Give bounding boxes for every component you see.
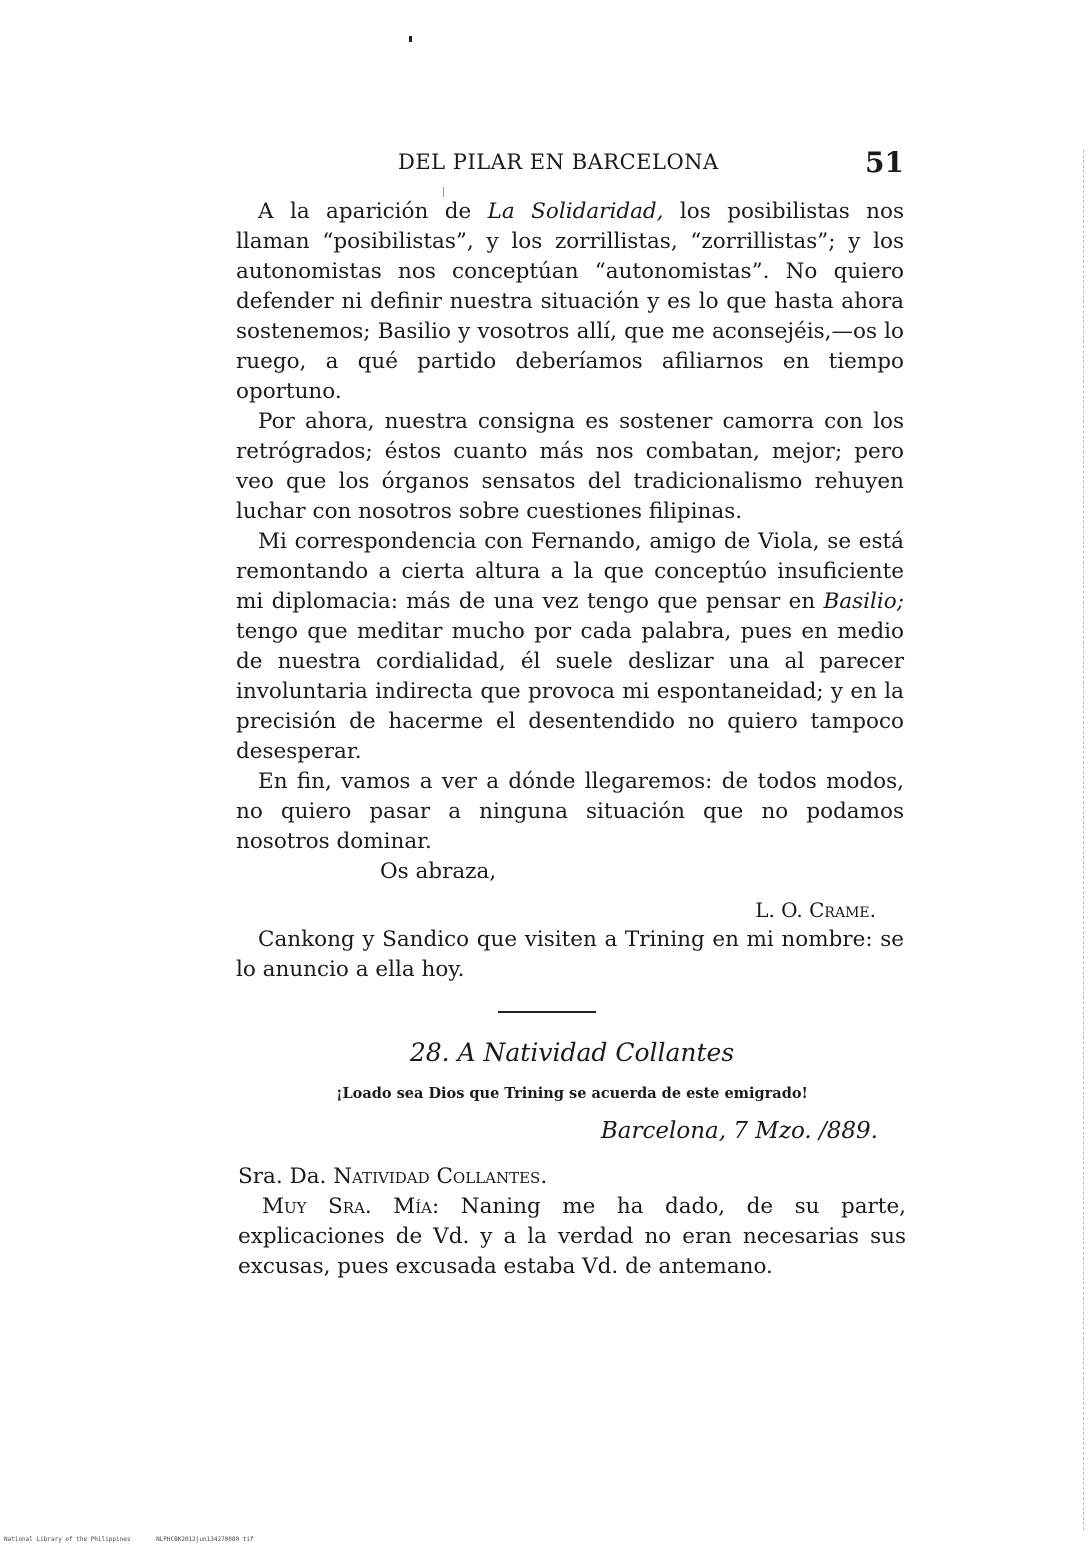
paragraph: Mi correspondencia con Fernando, amigo de Viola, se está remontando a cierta altura a la que conceptúo insuficiente mi diplomacia: más de una vez tengo que pensar en Basilio; tengo que meditar mucho por cada palabra, pues en medio de nuestra cordialidad, él suele deslizar una al parecer involuntaria indirecta que provoca mi espontaneidad; y en la precisión de hacerme el desentendido no quiero tampoco desesperar. <box>236 529 904 764</box>
second-letter <box>238 1162 906 1282</box>
postscript: Cankong y Sandico que visiten a Trining en mi nombre: se lo anuncio a ella hoy. <box>236 927 904 982</box>
signature-initials: L. O. <box>755 898 803 922</box>
paragraph: Muy Sra. Mía: Naning me ha dado, de su parte, explicaciones de Vd. y a la verdad no eran necesarias sus excusas, pues excusada estaba Vd. de antemano. <box>238 1194 907 1279</box>
newspaper-title: La Solidaridad, <box>487 199 664 224</box>
paragraph: A la aparición de La Solidaridad, los posibilistas nos llaman “posibilistas”, y los zorrillistas, “zorrillistas”; y los autonomistas nos conceptúan “autonomistas”. No quiero defender ni definir nuestra situación y es lo que hasta ahora sostenemos; Basilio y vosotros allí, que me aconsejéis,—os lo ruego, a qué partido deberíamos afiliarnos en tiempo oportuno. <box>236 199 904 404</box>
page-header <box>238 146 908 186</box>
paragraph: Por ahora, nuestra consigna es sostener camorra con los retrógrados; éstos cuanto más nos combatan, mejor; pero veo que los órganos sensatos del tradicionalismo rehuyen luchar con nosotros sobre cuestiones filipinas. <box>236 409 904 524</box>
scan-mark <box>443 187 444 197</box>
italic-name: Basilio; <box>823 589 904 614</box>
running-title: DEL PILAR EN BARCELONA <box>398 150 719 174</box>
dateline: Barcelona, 7 Mzo. /889. <box>600 1118 878 1144</box>
closing-line: Os abraza, <box>380 859 497 884</box>
section-heading: 28. A Natividad Collantes <box>409 1038 735 1067</box>
page-number: 51 <box>865 146 904 179</box>
signature <box>236 895 876 925</box>
paragraph: En fin, vamos a ver a dónde llegaremos: de todos modos, no quiero pasar a ninguna situación que no podamos nosotros dominar. <box>236 769 904 854</box>
section-divider <box>498 1011 596 1013</box>
scan-footer <box>4 1536 404 1543</box>
letter-body <box>236 197 904 985</box>
salutation: Muy Sra. Mía: <box>262 1194 440 1219</box>
addressee-name: Natividad Collantes. <box>333 1164 548 1189</box>
scan-speck <box>409 36 412 42</box>
epigraph: ¡Loado sea Dios que Trining se acuerda de este emigrado! <box>336 1085 808 1102</box>
page-edge-line <box>1083 150 1084 1530</box>
signature-name: Crame. <box>809 898 876 922</box>
library-credit: National Library of the Philippines <box>4 1536 131 1543</box>
file-id: NLPHCBK2012jun134270080 tif <box>156 1536 254 1543</box>
addressee: Sra. Da. Natividad Collantes. <box>238 1164 548 1189</box>
